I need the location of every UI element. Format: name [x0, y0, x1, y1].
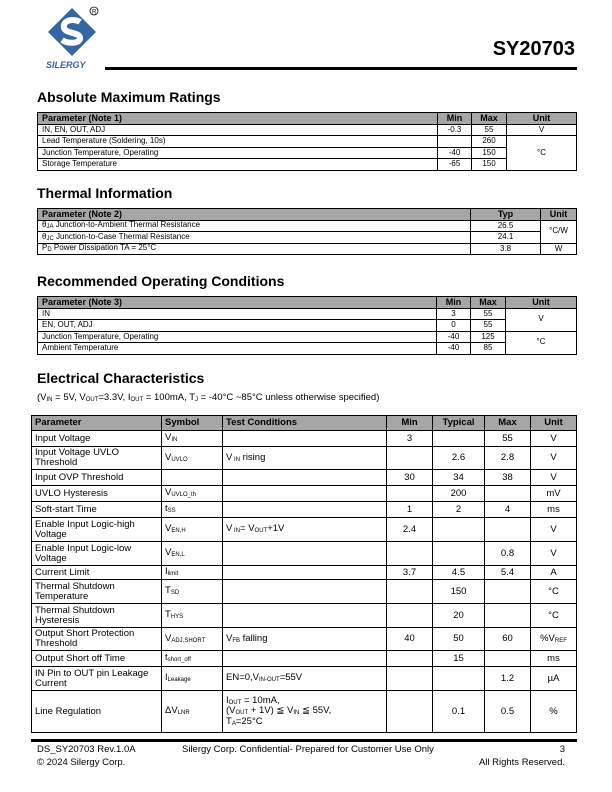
unit-cell: V — [531, 542, 577, 566]
symbol-cell: $V_{IN}$ — [162, 431, 223, 447]
part-number-title: SY20703 — [492, 38, 575, 60]
test-conditions-cell — [223, 580, 387, 604]
parameter-cell: Enable Input Logic-low Voltage — [32, 542, 162, 566]
typical-cell: 200 — [433, 486, 485, 502]
value-cell: 125 — [471, 331, 506, 343]
rec-op-table — [37, 296, 577, 355]
table-row — [32, 431, 577, 447]
test-conditions-cell: V $_{IN}= V_{OUT}+1V$ — [223, 518, 387, 542]
heading-rec-op: Recommended Operating Conditions — [37, 273, 285, 289]
symbol-cell: $V_{UVLO}$ — [162, 447, 223, 470]
min-cell: 1 — [387, 502, 433, 518]
table-row — [32, 447, 577, 470]
value-cell: -40 — [437, 331, 471, 343]
column-header: Unit — [541, 209, 577, 221]
table-row — [38, 343, 577, 355]
table-row — [38, 308, 577, 320]
column-header: Typ — [471, 209, 541, 221]
value-cell: 55 — [472, 124, 507, 136]
symbol-cell: $V_{EN,L}$ — [162, 542, 223, 566]
table-row — [32, 604, 577, 628]
max-cell: 2.8 — [485, 447, 531, 470]
symbol-cell — [162, 470, 223, 486]
min-cell — [387, 580, 433, 604]
table-row — [32, 580, 577, 604]
min-cell — [387, 651, 433, 667]
typical-cell: 0.1 — [433, 691, 485, 733]
max-cell: 0.5 — [485, 691, 531, 733]
value-cell: 26.5 — [471, 220, 541, 232]
max-cell: 60 — [485, 628, 531, 651]
unit-cell: V — [531, 431, 577, 447]
test-conditions-cell — [223, 486, 387, 502]
column-header: Unit — [507, 113, 577, 125]
parameter-cell: Thermal Shutdown Temperature — [32, 580, 162, 604]
symbol-cell: $V_{UVLO\_th}$ — [162, 486, 223, 502]
parameter-cell: IN, EN, OUT, ADJ — [38, 124, 438, 136]
value-cell: 3 — [437, 308, 471, 320]
symbol-cell: $T_{SD}$ — [162, 580, 223, 604]
table-row — [38, 320, 577, 332]
typical-cell: 34 — [433, 470, 485, 486]
table-row — [32, 651, 577, 667]
parameter-cell: $P_D$ Power Dissipation TA = 25°C — [38, 243, 471, 255]
typical-cell — [433, 542, 485, 566]
unit-cell: V — [531, 447, 577, 470]
test-conditions-cell: $V_{FB}$ falling — [223, 628, 387, 651]
column-header: Min — [437, 297, 471, 309]
value-cell: 150 — [472, 159, 507, 171]
unit-cell: V — [531, 518, 577, 542]
test-conditions-cell: V $_{IN}$ rising — [223, 447, 387, 470]
parameter-cell: EN, OUT, ADJ — [38, 320, 437, 332]
unit-cell: °C — [506, 331, 577, 354]
table-row — [38, 124, 577, 136]
table-row — [32, 542, 577, 566]
unit-cell: mV — [531, 486, 577, 502]
unit-cell: $\%V_{REF}$ — [531, 628, 577, 651]
typical-cell: 4.5 — [433, 566, 485, 580]
value-cell: -40 — [437, 343, 471, 355]
parameter-cell: $\theta_{JA}$ Junction-to-Ambient Thermal Resistance — [38, 220, 471, 232]
min-cell — [387, 447, 433, 470]
max-cell: 1.2 — [485, 667, 531, 691]
heading-electrical: Electrical Characteristics — [37, 370, 205, 386]
unit-cell: °C — [531, 580, 577, 604]
max-cell — [485, 651, 531, 667]
column-header: Unit — [531, 416, 577, 431]
parameter-cell: Ambient Temperature — [38, 343, 437, 355]
value-cell: -0.3 — [438, 124, 472, 136]
footer-rule — [31, 739, 577, 742]
max-cell: 5.4 — [485, 566, 531, 580]
column-header: Min — [387, 416, 433, 431]
table-row — [32, 518, 577, 542]
symbol-cell: $I_{limit}$ — [162, 566, 223, 580]
symbol-cell: $T_{HYS}$ — [162, 604, 223, 628]
column-header: Parameter (Note 3) — [38, 297, 437, 309]
heading-thermal: Thermal Information — [37, 185, 173, 201]
unit-cell: °C/W — [541, 220, 577, 243]
svg-text:SILERGY: SILERGY — [46, 60, 86, 70]
header-row — [32, 416, 577, 431]
min-cell: 40 — [387, 628, 433, 651]
table-row — [38, 220, 577, 232]
test-conditions-cell: $I_{OUT} = 10mA$, $(V_{OUT} + 1V)$ ≦ $V_{IN}$ ≦ 55V, $T_A=25^\circ C$ — [223, 691, 387, 733]
parameter-cell: IN — [38, 308, 437, 320]
table-row — [32, 486, 577, 502]
table-row — [38, 159, 577, 171]
unit-cell: % — [531, 691, 577, 733]
table-row — [32, 502, 577, 518]
svg-text:R: R — [92, 9, 97, 16]
column-header: Symbol — [162, 416, 223, 431]
abs-max-table — [37, 112, 577, 171]
table-row — [32, 470, 577, 486]
parameter-cell: Lead Temperature (Soldering, 10s) — [38, 136, 438, 148]
min-cell: 3 — [387, 431, 433, 447]
footer-copyright: © 2024 Silergy Corp. — [37, 757, 126, 768]
value-cell: 3.8 — [471, 243, 541, 255]
symbol-cell: $t_{short\_off}$ — [162, 651, 223, 667]
max-cell: 4 — [485, 502, 531, 518]
symbol-cell: $V_{EN,H}$ — [162, 518, 223, 542]
column-header: Max — [485, 416, 531, 431]
parameter-cell: Input OVP Threshold — [32, 470, 162, 486]
unit-cell: ms — [531, 651, 577, 667]
parameter-cell: Current Limit — [32, 566, 162, 580]
test-conditions-cell — [223, 470, 387, 486]
parameter-cell: UVLO Hysteresis — [32, 486, 162, 502]
min-cell: 30 — [387, 470, 433, 486]
value-cell: 260 — [472, 136, 507, 148]
parameter-cell: Junction Temperature, Operating — [38, 147, 438, 159]
parameter-cell: Line Regulation — [32, 691, 162, 733]
parameter-cell: Enable Input Logic-high Voltage — [32, 518, 162, 542]
parameter-cell: Soft-start Time — [32, 502, 162, 518]
typical-cell — [433, 667, 485, 691]
typical-cell: 2.6 — [433, 447, 485, 470]
max-cell: 0.8 — [485, 542, 531, 566]
parameter-cell: IN Pin to OUT pin Leakage Current — [32, 667, 162, 691]
footer-doc-id: DS_SY20703 Rev.1.0A — [37, 744, 136, 755]
column-header: Parameter (Note 2) — [38, 209, 471, 221]
table-row — [38, 331, 577, 343]
test-conditions-cell — [223, 502, 387, 518]
header-row — [38, 297, 577, 309]
column-header: Max — [472, 113, 507, 125]
unit-cell: µA — [531, 667, 577, 691]
table-row — [32, 566, 577, 580]
unit-cell: °C — [531, 604, 577, 628]
max-cell: 55 — [485, 431, 531, 447]
parameter-cell: $\theta_{JC}$ Junction-to-Case Thermal Resistance — [38, 232, 471, 244]
test-conditions-cell — [223, 651, 387, 667]
min-cell — [387, 486, 433, 502]
footer-page-number: 3 — [559, 744, 565, 755]
unit-cell: W — [541, 243, 577, 255]
table-row — [38, 136, 577, 148]
column-header: Max — [471, 297, 506, 309]
column-header: Min — [438, 113, 472, 125]
table-row — [38, 243, 577, 255]
value-cell: 55 — [471, 308, 506, 320]
column-header: Parameter (Note 1) — [38, 113, 438, 125]
min-cell: 2.4 — [387, 518, 433, 542]
table-row — [38, 147, 577, 159]
thermal-table — [37, 208, 577, 255]
typical-cell: 20 — [433, 604, 485, 628]
value-cell: 24.1 — [471, 232, 541, 244]
value-cell: -40 — [438, 147, 472, 159]
column-header: Unit — [506, 297, 577, 309]
unit-cell: V — [506, 308, 577, 331]
table-row — [32, 667, 577, 691]
table-row — [32, 628, 577, 651]
min-cell — [387, 604, 433, 628]
value-cell: 150 — [472, 147, 507, 159]
symbol-cell: $I_{Leakage}$ — [162, 667, 223, 691]
parameter-cell: Output Short off Time — [32, 651, 162, 667]
parameter-cell: Input Voltage UVLO Threshold — [32, 447, 162, 470]
parameter-cell: Storage Temperature — [38, 159, 438, 171]
table-row — [38, 232, 577, 244]
parameter-cell: Thermal Shutdown Hysteresis — [32, 604, 162, 628]
footer-confidential: Silergy Corp. Confidential- Prepared for Customer Use Only — [182, 744, 434, 755]
min-cell — [387, 691, 433, 733]
column-header: Typical — [433, 416, 485, 431]
parameter-cell: Junction Temperature, Operating — [38, 331, 437, 343]
unit-cell: V — [531, 470, 577, 486]
silergy-logo — [44, 4, 104, 70]
typical-cell: 50 — [433, 628, 485, 651]
value-cell: -65 — [438, 159, 472, 171]
unit-cell: °C — [507, 136, 577, 171]
typical-cell: 2 — [433, 502, 485, 518]
header-rule — [105, 67, 577, 70]
electrical-conditions: ($V_{IN} = 5V$, $V_{OUT}=3.3V$, $I_{OUT} = 100mA$, $T_J = -40^\circ C$ ~85°C unless otherwise specified) — [37, 392, 380, 403]
test-conditions-cell — [223, 604, 387, 628]
parameter-cell: Output Short Protection Threshold — [32, 628, 162, 651]
max-cell — [485, 580, 531, 604]
value-cell — [438, 136, 472, 148]
max-cell — [485, 486, 531, 502]
typical-cell — [433, 518, 485, 542]
value-cell: 0 — [437, 320, 471, 332]
column-header: Test Conditions — [223, 416, 387, 431]
heading-abs-max: Absolute Maximum Ratings — [37, 89, 221, 105]
max-cell — [485, 518, 531, 542]
symbol-cell: $\Delta V_{LNR}$ — [162, 691, 223, 733]
header-row — [38, 113, 577, 125]
value-cell: 55 — [471, 320, 506, 332]
test-conditions-cell — [223, 431, 387, 447]
typical-cell — [433, 431, 485, 447]
max-cell: 38 — [485, 470, 531, 486]
test-conditions-cell — [223, 566, 387, 580]
table-row — [32, 691, 577, 733]
unit-cell: V — [507, 124, 577, 136]
electrical-table — [31, 415, 577, 733]
unit-cell: ms — [531, 502, 577, 518]
symbol-cell: $V_{ADJ,SHORT}$ — [162, 628, 223, 651]
symbol-cell: $t_{SS}$ — [162, 502, 223, 518]
min-cell: 3.7 — [387, 566, 433, 580]
test-conditions-cell — [223, 542, 387, 566]
parameter-cell: Input Voltage — [32, 431, 162, 447]
value-cell: 85 — [471, 343, 506, 355]
column-header: Parameter — [32, 416, 162, 431]
typical-cell: 15 — [433, 651, 485, 667]
unit-cell: A — [531, 566, 577, 580]
typical-cell: 150 — [433, 580, 485, 604]
header-row — [38, 209, 577, 221]
min-cell — [387, 542, 433, 566]
footer-rights: All Rights Reserved. — [478, 757, 565, 768]
test-conditions-cell: $EN=0,V_{IN-OUT}=55V$ — [223, 667, 387, 691]
min-cell — [387, 667, 433, 691]
max-cell — [485, 604, 531, 628]
